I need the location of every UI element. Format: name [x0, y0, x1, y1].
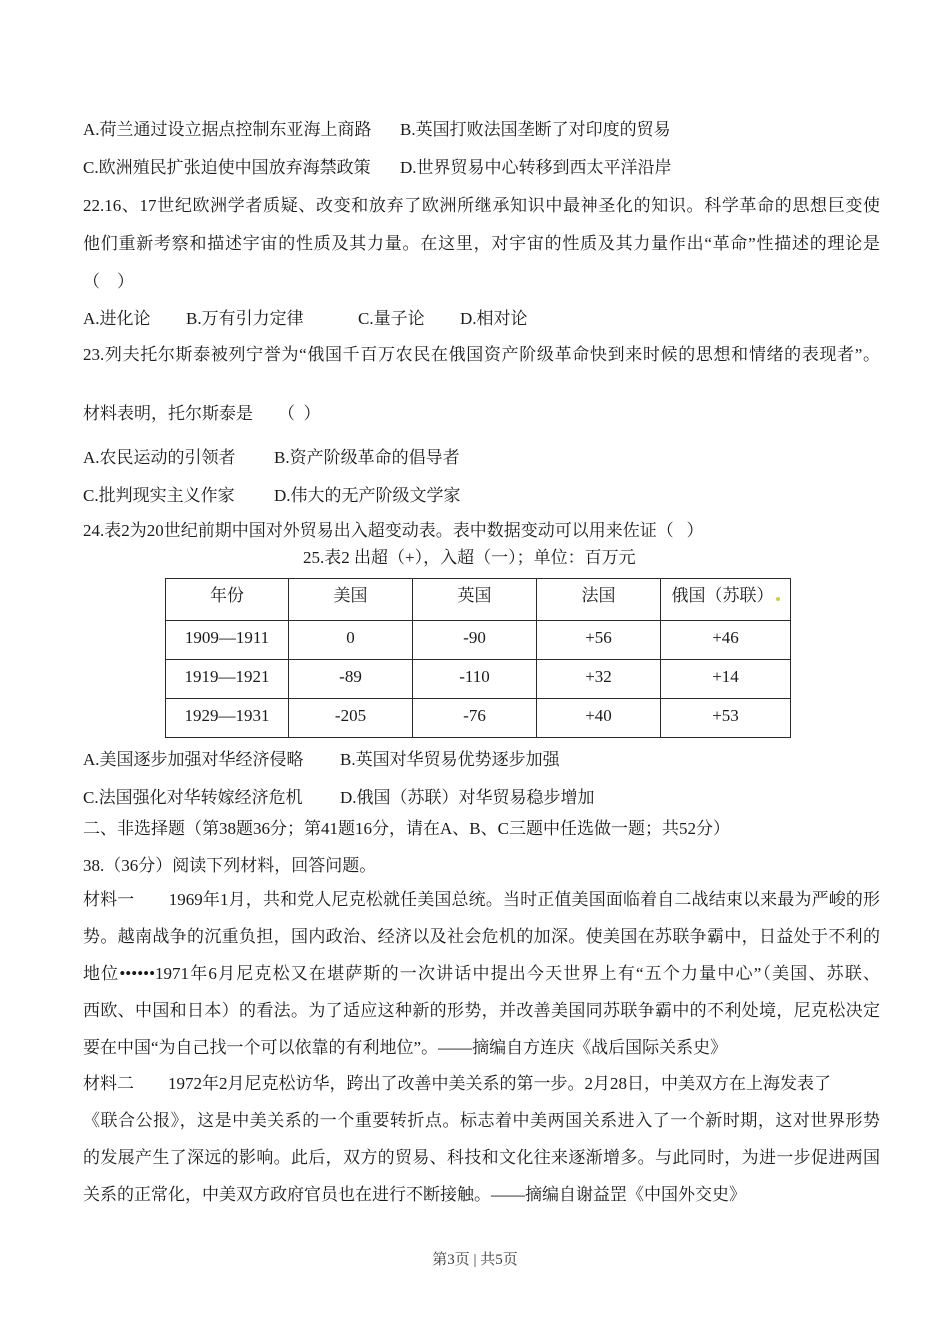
table-cell: 1929—1931 [166, 699, 289, 738]
trade-table-header-row [166, 579, 791, 621]
q38-intro: 38.（36分）阅读下列材料，回答问题。 [83, 856, 377, 875]
q38-material1-line4: 西欧、中国和日本）的看法。为了适应这种新的形势，并改善美国同苏联争霸中的不利处境，尼克松决定 [83, 1001, 880, 1020]
q38-material2-line4: 关系的正常化，中美双方政府官员也在进行不断接触。——摘编自谢益罡《中国外交史》 [83, 1185, 746, 1204]
q21-option-a: A.荷兰通过设立据点控制东亚海上商路 [83, 120, 372, 139]
trade-table-header-russia-label: 俄国（苏联） [671, 586, 774, 605]
trade-table-title: 25.表2 出超（+），入超（一）；单位：百万元 [303, 548, 636, 567]
q21-option-c: C.欧洲殖民扩张迫使中国放弃海禁政策 [83, 158, 371, 177]
q22-option-c: C.量子论 [358, 309, 425, 328]
q21-option-d: D.世界贸易中心转移到西太平洋沿岸 [400, 158, 672, 177]
q24-option-a: A.美国逐步加强对华经济侵略 [83, 750, 304, 769]
q22-answer-paren: （ ） [83, 272, 134, 291]
q23-options-cd [83, 484, 880, 508]
trade-table-header-usa: 美国 [289, 579, 413, 621]
q21-option-b: B.英国打败法国垄断了对印度的贸易 [400, 120, 671, 139]
trade-table-header-russia [661, 579, 791, 621]
q22-stem-line2: 他们重新考察和描述宇宙的性质及其力量。在这里，对宇宙的性质及其力量作出“革命”性描述的理论是 [83, 234, 880, 253]
q38-material1-line2: 势。越南战争的沉重负担，国内政治、经济以及社会危机的加深。使美国在苏联争霸中，日益处于不利的 [83, 927, 880, 946]
table-cell: +46 [661, 621, 791, 660]
q38-material2-line2: 《联合公报》，这是中美关系的一个重要转折点。标志着中美两国关系进入了一个新时期，这对世界形势 [83, 1111, 880, 1130]
q24-option-b: B.英国对华贸易优势逐步加强 [340, 750, 560, 769]
trade-table-row-2 [166, 660, 791, 699]
table-cell: +14 [661, 660, 791, 699]
table-cell: -110 [413, 660, 537, 699]
q22-options [83, 307, 880, 331]
q24-options-ab [83, 748, 880, 772]
q23-option-b: B.资产阶级革命的倡导者 [274, 448, 460, 467]
q38-material1-line3: 地位••••••1971年6月尼克松又在堪萨斯的一次讲话中提出今天世界上有“五个力量中心”（美国、苏联、 [83, 964, 880, 983]
q38-material2-line1: 材料二 1972年2月尼克松访华，跨出了改善中美关系的第一步。2月28日，中美双方在上海发表了 [83, 1074, 831, 1093]
q38-material2-line3: 的发展产生了深远的影响。此后，双方的贸易、科技和文化往来逐渐增多。与此同时，为进一步促进两国 [83, 1148, 880, 1167]
q21-options-cd [83, 156, 880, 180]
q24-option-d: D.俄国（苏联）对华贸易稳步增加 [340, 788, 595, 807]
q22-option-b: B.万有引力定律 [186, 309, 304, 328]
q22-option-a: A.进化论 [83, 309, 151, 328]
q23-stem: 23.列夫托尔斯泰被列宁誉为“俄国千百万农民在俄国资产阶级革命快到来时候的思想和情绪的表现者”。 [83, 345, 880, 364]
q38-material1-line5: 要在中国“为自己找一个可以依靠的有利地位”。——摘编自方连庆《战后国际关系史》 [83, 1038, 728, 1057]
section2-heading: 二、非选择题（第38题36分；第41题16分，请在A、B、C三题中任选做一题；共52分） [83, 819, 730, 838]
table-cell: 1909—1911 [166, 621, 289, 660]
q38-material1-line1: 材料一 1969年1月，共和党人尼克松就任美国总统。当时正值美国面临着自二战结束以来最为严峻的形 [83, 890, 880, 909]
trade-table-header-france: 法国 [537, 579, 661, 621]
trade-table-header-year: 年份 [166, 579, 289, 621]
q23-prompt: 材料表明，托尔斯泰是 [83, 404, 253, 423]
page-number-footer: 第3页 | 共5页 [432, 1252, 518, 1268]
table-cell: +32 [537, 660, 661, 699]
trade-table [165, 578, 791, 738]
proofing-dot [776, 597, 780, 601]
q23-answer-paren: （ ） [278, 404, 321, 423]
table-cell: -89 [289, 660, 413, 699]
q22-option-d: D.相对论 [460, 309, 528, 328]
trade-table-row-1 [166, 621, 791, 660]
table-cell: +56 [537, 621, 661, 660]
table-cell: +53 [661, 699, 791, 738]
q24-stem: 24.表2为20世纪前期中国对外贸易出入超变动表。表中数据变动可以用来佐证（ ） [83, 521, 704, 540]
table-cell: +40 [537, 699, 661, 738]
q24-options-cd [83, 786, 880, 810]
q23-prompt-line [83, 402, 880, 426]
q24-option-c: C.法国强化对华转嫁经济危机 [83, 788, 303, 807]
table-cell: -90 [413, 621, 537, 660]
q23-options-ab [83, 446, 880, 470]
table-cell: -205 [289, 699, 413, 738]
table-cell: -76 [413, 699, 537, 738]
q22-stem-line1: 22.16、17世纪欧洲学者质疑、改变和放弃了欧洲所继承知识中最神圣化的知识。科学革命的思想巨变使 [83, 196, 880, 215]
q21-options-ab [83, 118, 880, 142]
trade-table-header-uk: 英国 [413, 579, 537, 621]
trade-table-row-3 [166, 699, 791, 738]
q23-option-a: A.农民运动的引领者 [83, 448, 236, 467]
q23-option-c: C.批判现实主义作家 [83, 486, 235, 505]
table-cell: 1919—1921 [166, 660, 289, 699]
q23-option-d: D.伟大的无产阶级文学家 [274, 486, 461, 505]
table-cell: 0 [289, 621, 413, 660]
